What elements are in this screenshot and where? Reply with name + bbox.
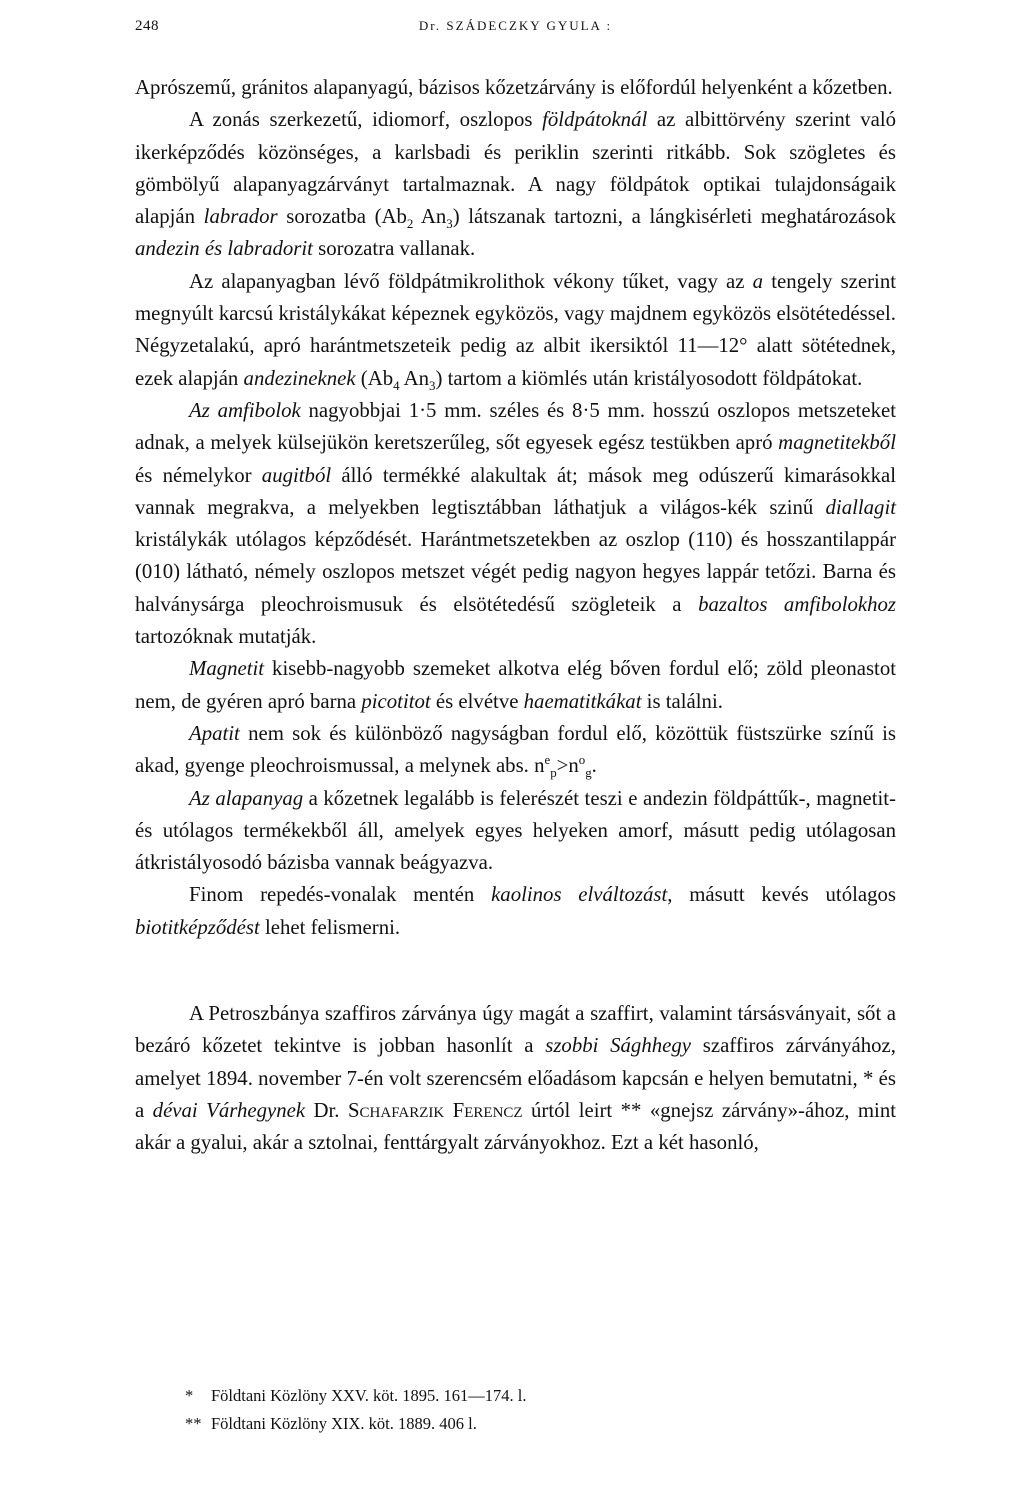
text-run: labrador [203, 205, 278, 229]
text-run: tartozóknak mutatják. [135, 625, 317, 649]
text-run: Apatit [189, 721, 240, 745]
text-run: Az alapanyagban lévő földpátmikrolithok vékony tűket, vagy az [189, 269, 753, 293]
running-head [135, 14, 896, 42]
text-run: sorozatba (Ab [277, 205, 407, 229]
paragraph-p6 [135, 718, 896, 783]
text-run: Dr. [305, 1098, 348, 1122]
text-run: magnetitekből [778, 431, 896, 455]
text-run: bazaltos amfibolokhoz [698, 592, 897, 616]
text-run: An [399, 366, 430, 390]
text-run: kristálykák utólagos képződését. Harántmetszetekben az oszlop (110) és hosszantilappár (010) látható, némely oszlopos metszet végét pedig nagyon hegyes lappár tetőzi. Barna és halványsárga pleochroismusuk és elsötétedésű szögleteik a [135, 528, 896, 616]
footnotes [185, 1382, 527, 1438]
footnote-text: Földtani Közlöny XIX. köt. 1889. 406 l. [211, 1414, 477, 1433]
page-number: 248 [135, 18, 159, 34]
text-run: g [585, 766, 592, 781]
paragraph-p3 [135, 266, 896, 395]
text-run: Aprószemű, gránitos alapanyagú, bázisos kőzetzárvány is előfordúl helyenként a kőzetben. [135, 76, 893, 99]
text-run: szobbi Sághhegy [545, 1034, 691, 1058]
footnote [185, 1410, 527, 1438]
text-run: 4 [393, 378, 400, 393]
text-run: ) tartom a kiömlés után kristályosodott földpátokat. [435, 366, 863, 390]
paragraph-p1 [135, 72, 896, 104]
text-run: An [413, 205, 447, 229]
text-run: , másutt kevés utólagos [667, 883, 896, 907]
text-run: diallagit [825, 495, 896, 519]
text-run: kisebb-nagyobb szemeket alkotva elég bőven fordul elő; zöld pleonastot nem, de gyéren apró barna [135, 657, 896, 713]
text-run: a kőzetnek legalább is felerészét teszi e andezin földpáttűk-, magnetit- és utólagos termékekből áll, amelyek egyes helyeken amorf, másutt pedig utólagosan átkristályosodó bázisba vannak beágyazva. [135, 786, 896, 875]
text-run: és némelykor [135, 463, 262, 487]
text-run: a [752, 269, 764, 293]
text-run: augitból [261, 463, 332, 487]
text-run: szaffiros zárványához, amelyet 1894. november 7-én volt szerencsém előadásom kapcsán e helyen bemutatni, * és a [135, 1034, 896, 1122]
text-run: e [544, 753, 551, 768]
text-run: andezineknek [243, 366, 356, 390]
paragraph-p8 [135, 879, 896, 944]
text-run: 3 [446, 217, 453, 232]
text-run: >n [556, 754, 579, 778]
text-run: az albittörvény szerint való ikerképződés közönséges, a karlsbadi és periklin szerinti ritkább. Sok szögletes és gömbölyű alapanyagzárványt tartalmaznak. A nagy földpátok optikai tulajdonságaik alapján [135, 108, 896, 229]
text-run: haematitkákat [523, 689, 642, 713]
text-run: Magnetit [189, 657, 265, 681]
text-run: is találni. [641, 689, 723, 713]
text-run: sorozatra vallanak. [312, 237, 476, 261]
text-run: picotitot [361, 689, 431, 713]
text-run: nem sok és különböző nagyságban fordul elő, közöttük füstszürke színű is akad, gyenge pleochroismussal, a melynek abs. n [135, 721, 896, 778]
text-run: 3 [429, 378, 436, 393]
text-run: kaolinos elváltozást [491, 883, 668, 907]
text-run: dévai Várhegynek [152, 1098, 306, 1122]
paragraph-p7 [135, 783, 896, 880]
footnote-text: Földtani Közlöny XXV. köt. 1895. 161—174. l. [211, 1386, 527, 1405]
text-run: andezin és labradorit [135, 237, 313, 261]
text-run: A Petroszbánya szaffiros zárványa úgy magát a szaffirt, valamint társásványait, sőt a bezáró kőzetet tekintve is jobban hasonlít a [135, 1002, 896, 1058]
text-run: p [550, 766, 557, 781]
text-run: Az amfibolok [189, 398, 301, 422]
footnote-mark: * [185, 1386, 194, 1405]
text-run: Az alapanyag [189, 786, 304, 810]
text-run: 2 [406, 217, 414, 232]
text-run: álló termékké alakultak át; mások meg odúszerű kimarásokkal vannak megrakva, a melyekben legtisztábban láthatjuk a világos-kék szinű [135, 463, 896, 519]
text-run: nagyobbjai 1·5 mm. széles és 8·5 mm. hosszú oszlopos metszeteket adnak, a melyek külsejükön keretszerűleg, sőt egyesek egész testükben apró [135, 398, 896, 455]
text-run: földpátoknál [542, 108, 648, 132]
text-run: . [591, 754, 597, 778]
footnote-mark: ** [185, 1414, 202, 1433]
body-text [135, 72, 896, 1160]
text-run: biotitképződést [135, 915, 260, 939]
text-run: ) látszanak tartozni, a lángkisérleti meghatározások [452, 205, 896, 229]
text-run: úrtól leirt ** «gnejsz zárvány»-ához, mint akár a gyalui, akár a sztolnai, fenttárgyalt zárványokhoz. Ezt a két hasonló, [135, 1098, 896, 1155]
text-run: lehet felismerni. [259, 915, 401, 939]
running-head-author: Dr. SZÁDECZKY GYULA : [418, 18, 613, 33]
paragraph-p2 [135, 104, 896, 265]
paragraph-p5 [135, 653, 896, 718]
text-run: tengely szerint megnyúlt karcsú kristálykákat képeznek egyközös, vagy majdnem egyközös elsötétedéssel. Négyzetalakú, apró harántmetszeteik pedig az albit ikersiktól 11—12° alatt sötétednek, ezek alapján [135, 269, 897, 390]
text-run: Schafarzik Ferencz [347, 1098, 523, 1122]
paragraph-p9 [135, 998, 896, 1159]
text-run: o [578, 753, 586, 768]
text-run: (Ab [355, 366, 394, 390]
text-run: A zonás szerkezetű, idiomorf, oszlopos [189, 108, 543, 132]
footnote [185, 1382, 527, 1410]
text-run: és elvétve [430, 689, 524, 713]
paragraph-p4 [135, 395, 896, 653]
text-run: Finom repedés-vonalak mentén [189, 883, 492, 907]
